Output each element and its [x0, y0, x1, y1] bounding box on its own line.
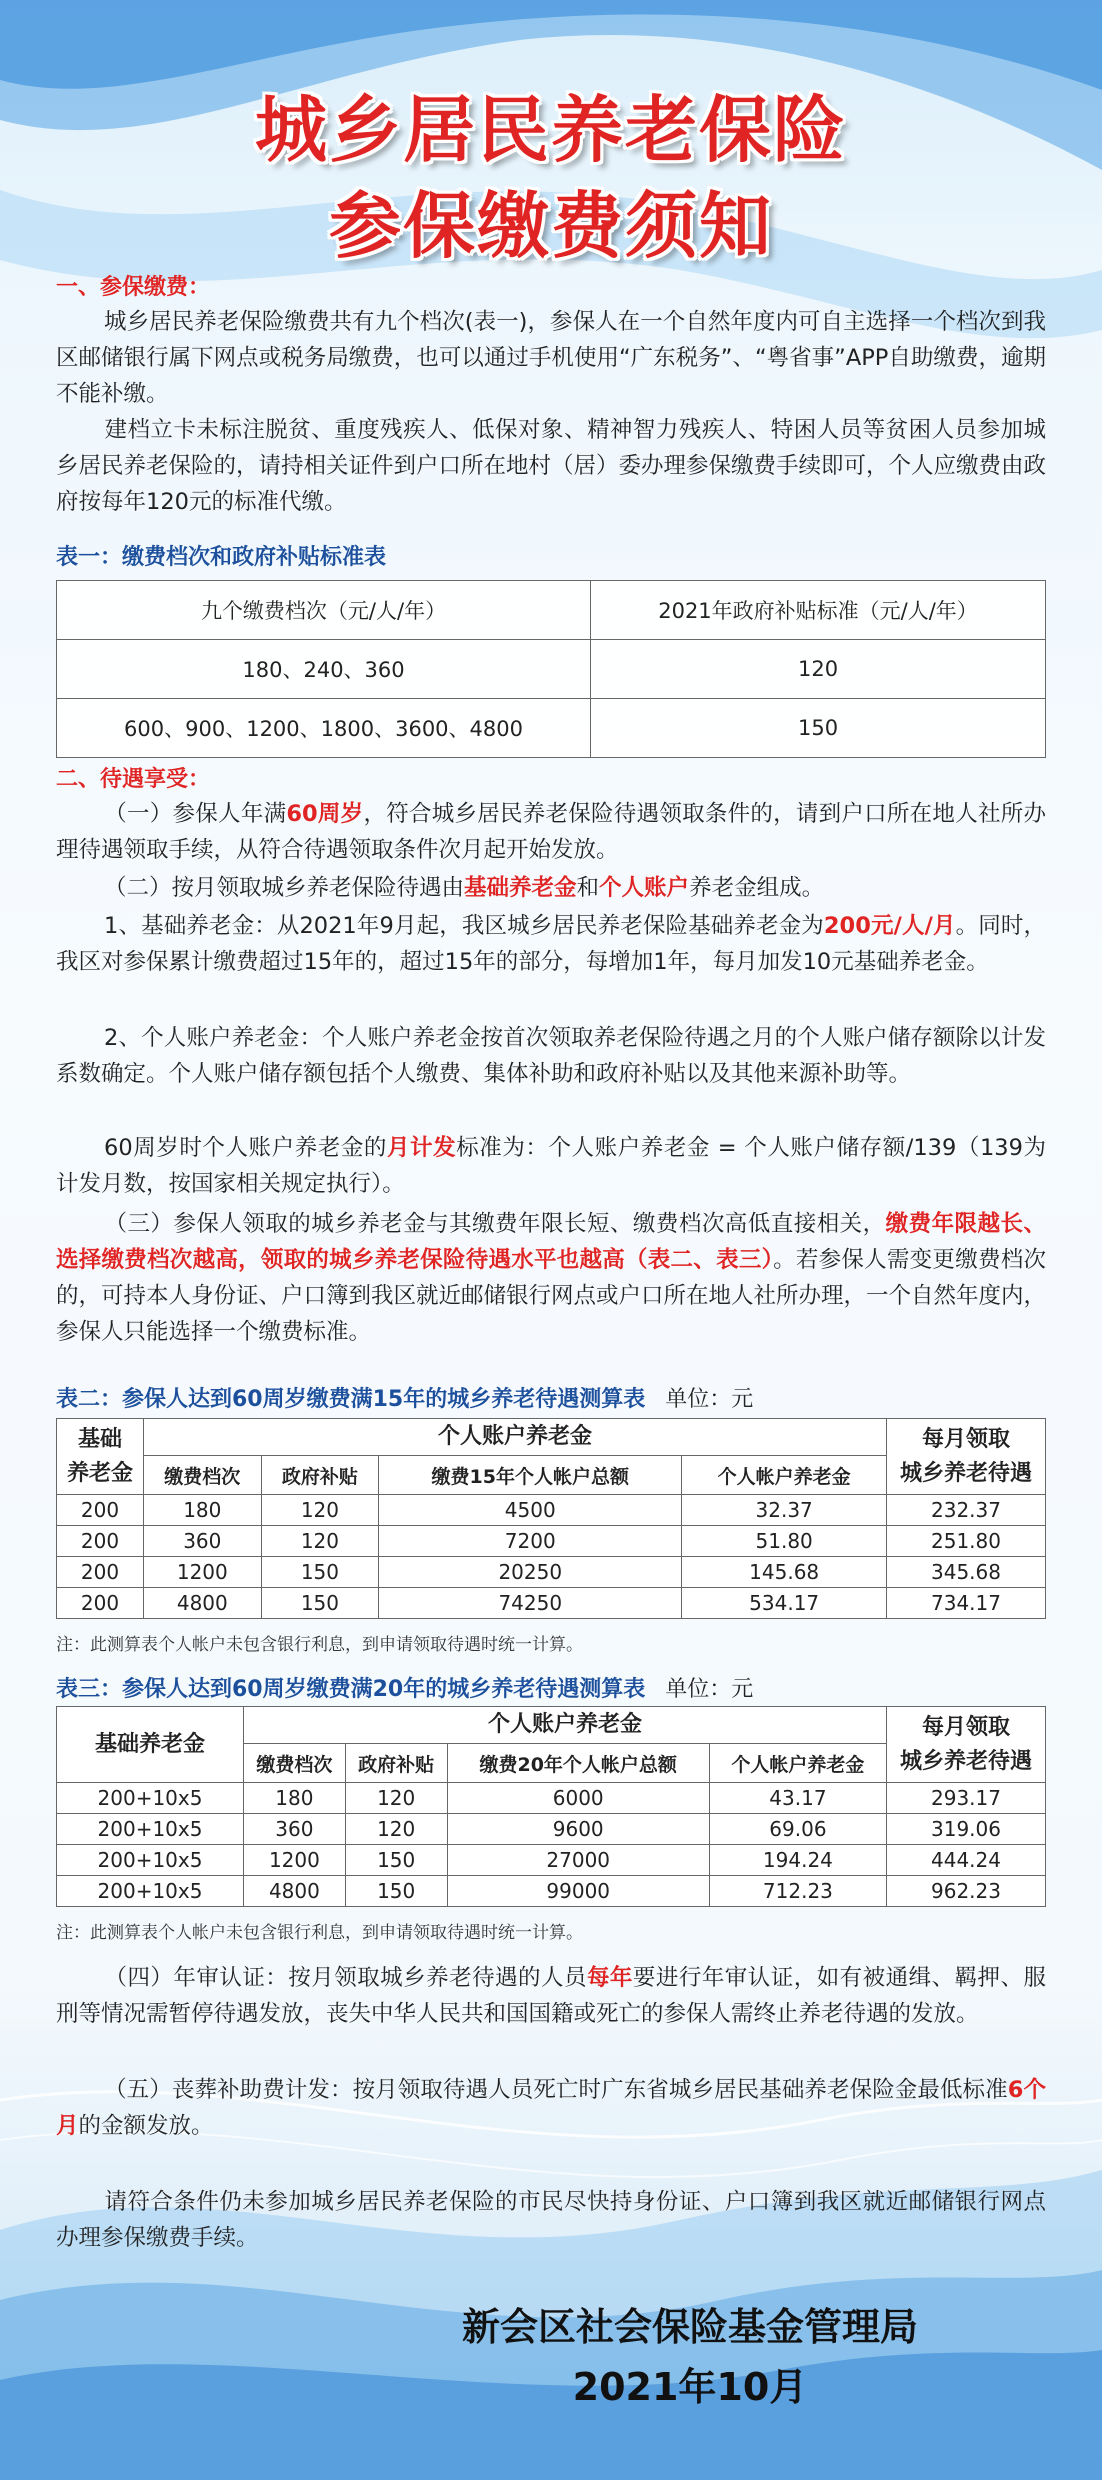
section2-paragraph4	[56, 1020, 1046, 1092]
table-cell: 4800	[244, 1876, 346, 1907]
table3-header-monthly-line1: 每月领取	[921, 1714, 1010, 1740]
table-cell: 180	[244, 1783, 346, 1814]
s3-p2-highlight: 6个月	[56, 2077, 1046, 2139]
section2-paragraph3	[56, 908, 1046, 980]
s3-p1-text-rest: 要进行年审认证，如有被通缉、羁押、服刑等情况需暂停待遇发放，丧失中华人民共和国国籍或死亡的参保人需终止养老待遇的发放。	[56, 1965, 1046, 2027]
section2-heading: 二、待遇享受：	[56, 767, 211, 792]
section2-paragraph5	[56, 1130, 1046, 1202]
section2-paragraph6	[56, 1206, 1046, 1350]
table-row	[57, 640, 1046, 699]
s2-p3-text-rest: 。同时，我区对参保累计缴费超过15年的，超过15年的部分，每增加1年，每月加发10元基础养老金。	[56, 913, 1046, 975]
table2-header-monthly-line2: 城乡养老待遇	[899, 1460, 1032, 1486]
table-header-monthly	[887, 1707, 1046, 1783]
s2-p5-text: 60周岁时个人账户养老金的	[104, 1135, 387, 1161]
table2-note: 注：此测算表个人帐户未包含银行利息，到申请领取待遇时统一计算。	[56, 1635, 583, 1655]
table2-caption	[56, 1382, 753, 1413]
table3-caption-text: 表三：参保人达到60周岁缴费满20年的城乡养老待遇测算表	[56, 1677, 646, 1702]
table2-header-monthly-line1: 每月领取	[921, 1426, 1010, 1452]
table-header-row	[57, 1707, 1046, 1744]
table-row	[57, 1783, 1046, 1814]
page-title-line1: 城乡居民养老保险	[254, 88, 847, 172]
table-row	[57, 1845, 1046, 1876]
table-cell: 120	[261, 1526, 379, 1557]
table-subheader-cell: 缴费20年个人帐户总额	[447, 1744, 709, 1783]
table-cell: 534.17	[682, 1588, 887, 1619]
table-cell: 20250	[379, 1557, 682, 1588]
table-cell: 232.37	[887, 1495, 1046, 1526]
section3-paragraph3	[56, 2184, 1046, 2256]
table3-unit: 单位：元	[665, 1677, 754, 1702]
table-cell: 200+10x5	[57, 1845, 244, 1876]
table-cell: 251.80	[887, 1526, 1046, 1557]
s3-p2-text: （五）丧葬补助费计发：按月领取待遇人员死亡时广东省城乡居民基础养老保险金最低标准	[104, 2077, 1008, 2103]
table-cell: 200+10x5	[57, 1814, 244, 1845]
s3-p1-highlight: 每年	[586, 1965, 633, 1991]
table3-note: 注：此测算表个人帐户未包含银行利息，到申请领取待遇时统一计算。	[56, 1923, 583, 1943]
table-cell: 360	[244, 1814, 346, 1845]
table-cell: 962.23	[887, 1876, 1046, 1907]
table-cell: 120	[591, 640, 1046, 699]
subsidy-table	[56, 580, 1046, 758]
table-subheader-cell: 缴费档次	[244, 1744, 346, 1783]
section3-paragraph1	[56, 1960, 1046, 2032]
section1-p2-text: 建档立卡未标注脱贫、重度残疾人、低保对象、精神智力残疾人、特困人员等贫困人员参加城乡居民养老保险的，请持相关证件到户口所在地村（居）委办理参保缴费手续即可，个人应缴费由政府按每年120元的标准代缴。	[56, 417, 1047, 515]
table-header-row	[57, 581, 1046, 640]
table-row	[57, 1588, 1046, 1619]
table-cell: 120	[345, 1814, 447, 1845]
s2-p3-text: 1、基础养老金：从2021年9月起，我区城乡居民养老保险基础养老金为	[104, 913, 824, 939]
table-header-row	[57, 1419, 1046, 1456]
table-header-base	[57, 1419, 144, 1495]
s2-p4-text: 2、个人账户养老金：个人账户养老金按首次领取养老保险待遇之月的个人账户储存额除以计发系数确定。个人账户储存额包括个人缴费、集体补助和政府补贴以及其他来源补助等。	[56, 1025, 1046, 1087]
s2-p2-highlight-personal: 个人账户	[599, 875, 690, 901]
s2-p6-text: （三）参保人领取的城乡养老金与其缴费年限长短、缴费档次高低直接相关，	[104, 1211, 886, 1237]
table-cell: 120	[261, 1495, 379, 1526]
table-subheader-cell: 缴费档次	[144, 1456, 262, 1495]
page-title-line2: 参保缴费须知	[328, 184, 773, 268]
footer-organization: 新会区社会保险基金管理局	[461, 2305, 918, 2349]
table-cell: 200	[57, 1495, 144, 1526]
s2-p1-text-rest: ，符合城乡居民养老保险待遇领取条件的，请到户口所在地人社所办理待遇领取手续，从符合待遇领取条件次月起开始发放。	[56, 801, 1046, 863]
table-header-cell: 2021年政府补贴标准（元/人/年）	[591, 581, 1046, 640]
table-cell: 1200	[244, 1845, 346, 1876]
s2-p6-highlight: 缴费年限越长、选择缴费档次越高，领取的城乡养老保险待遇水平也越高（表二、表三）	[56, 1211, 1046, 1273]
table-cell: 69.06	[709, 1814, 886, 1845]
table-cell: 150	[345, 1876, 447, 1907]
table2-unit: 单位：元	[665, 1387, 754, 1412]
table-cell: 194.24	[709, 1845, 886, 1876]
s2-p5-highlight: 月计发	[386, 1135, 457, 1161]
table-header-cell: 九个缴费档次（元/人/年）	[57, 581, 591, 640]
table-cell: 319.06	[887, 1814, 1046, 1845]
section2-paragraph2	[56, 870, 1046, 906]
table2-header-base-line2: 养老金	[66, 1460, 133, 1486]
table-cell: 293.17	[887, 1783, 1046, 1814]
table-cell: 51.80	[682, 1526, 887, 1557]
table-cell: 180、240、360	[57, 640, 591, 699]
s2-p2-text: （二）按月领取城乡养老保险待遇由	[104, 875, 465, 901]
table-header-personal: 个人账户养老金	[244, 1707, 887, 1744]
table-cell: 180	[144, 1495, 262, 1526]
table-cell: 99000	[447, 1876, 709, 1907]
table-row	[57, 1526, 1046, 1557]
s2-p1-text: （一）参保人年满	[104, 801, 287, 827]
table-subheader-cell: 缴费15年个人帐户总额	[379, 1456, 682, 1495]
table-cell: 1200	[144, 1557, 262, 1588]
section3-paragraph2	[56, 2072, 1046, 2144]
table3-caption	[56, 1672, 753, 1703]
table-row	[57, 1876, 1046, 1907]
table2-header-base-line1: 基础	[77, 1426, 122, 1452]
s2-p6-text-rest: 。若参保人需变更缴费档次的，可持本人身份证、户口簿到我区就近邮储银行网点或户口所在地人社所办理，一个自然年度内，参保人只能选择一个缴费标准。	[56, 1247, 1047, 1345]
table-header-base: 基础养老金	[57, 1707, 244, 1783]
table-cell: 345.68	[887, 1557, 1046, 1588]
table-subheader-cell: 个人帐户养老金	[709, 1744, 886, 1783]
table-cell: 150	[591, 699, 1046, 758]
section1-paragraph1	[56, 304, 1046, 412]
table-cell: 200+10x5	[57, 1876, 244, 1907]
table-cell: 734.17	[887, 1588, 1046, 1619]
section1-heading: 一、参保缴费：	[56, 275, 211, 300]
table-cell: 145.68	[682, 1557, 887, 1588]
s2-p2-and: 和	[576, 875, 600, 901]
table-cell: 4800	[144, 1588, 262, 1619]
table-cell: 150	[261, 1588, 379, 1619]
benefit-table-15yr	[56, 1418, 1046, 1619]
table-row	[57, 1557, 1046, 1588]
table-subheader-cell: 政府补贴	[261, 1456, 379, 1495]
section1-paragraph2	[56, 412, 1046, 520]
s2-p2-highlight-base: 基础养老金	[464, 875, 577, 901]
footer-date: 2021年10月	[572, 2365, 808, 2409]
table-cell: 712.23	[709, 1876, 886, 1907]
s3-p2-text-rest: 的金额发放。	[78, 2113, 214, 2139]
table-cell: 200	[57, 1526, 144, 1557]
s2-p3-highlight: 200元/人/月	[823, 913, 956, 939]
table-cell: 27000	[447, 1845, 709, 1876]
table-row	[57, 699, 1046, 758]
table-cell: 150	[261, 1557, 379, 1588]
benefit-table-20yr	[56, 1706, 1046, 1907]
s2-p1-highlight: 60周岁	[286, 801, 364, 827]
table-row	[57, 1814, 1046, 1845]
table-cell: 200	[57, 1588, 144, 1619]
section2-paragraph1	[56, 796, 1046, 868]
table-cell: 74250	[379, 1588, 682, 1619]
table3-header-monthly-line2: 城乡养老待遇	[899, 1748, 1032, 1774]
table-cell: 200	[57, 1557, 144, 1588]
s2-p2-text-rest: 养老金组成。	[689, 875, 825, 901]
table-cell: 444.24	[887, 1845, 1046, 1876]
table-header-monthly	[887, 1419, 1046, 1495]
table-subheader-cell: 个人帐户养老金	[682, 1456, 887, 1495]
table-cell: 7200	[379, 1526, 682, 1557]
table-cell: 200+10x5	[57, 1783, 244, 1814]
table-cell: 4500	[379, 1495, 682, 1526]
table-row	[57, 1495, 1046, 1526]
section1-p1-text: 城乡居民养老保险缴费共有九个档次(表一)，参保人在一个自然年度内可自主选择一个档次到我区邮储银行属下网点或税务局缴费，也可以通过手机使用“广东税务”、“粤省事”APP自助缴费，逾期不能补缴。	[56, 309, 1046, 407]
s2-p5-text-rest: 标准为：个人账户养老金 = 个人账户储存额/139（139为计发月数，按国家相关规定执行）。	[56, 1135, 1046, 1197]
table-cell: 43.17	[709, 1783, 886, 1814]
table-cell: 150	[345, 1845, 447, 1876]
table-header-personal: 个人账户养老金	[144, 1419, 887, 1456]
table-cell: 32.37	[682, 1495, 887, 1526]
table1-caption: 表一：缴费档次和政府补贴标准表	[56, 545, 387, 570]
table-cell: 6000	[447, 1783, 709, 1814]
table-cell: 9600	[447, 1814, 709, 1845]
table-subheader-cell: 政府补贴	[345, 1744, 447, 1783]
s3-p1-text: （四）年审认证：按月领取城乡养老待遇的人员	[104, 1965, 587, 1991]
table-cell: 120	[345, 1783, 447, 1814]
table2-caption-text: 表二：参保人达到60周岁缴费满15年的城乡养老待遇测算表	[56, 1387, 646, 1412]
table-cell: 360	[144, 1526, 262, 1557]
table-cell: 600、900、1200、1800、3600、4800	[57, 699, 591, 758]
s3-p3-text: 请符合条件仍未参加城乡居民养老保险的市民尽快持身份证、户口簿到我区就近邮储银行网点办理参保缴费手续。	[56, 2189, 1046, 2251]
